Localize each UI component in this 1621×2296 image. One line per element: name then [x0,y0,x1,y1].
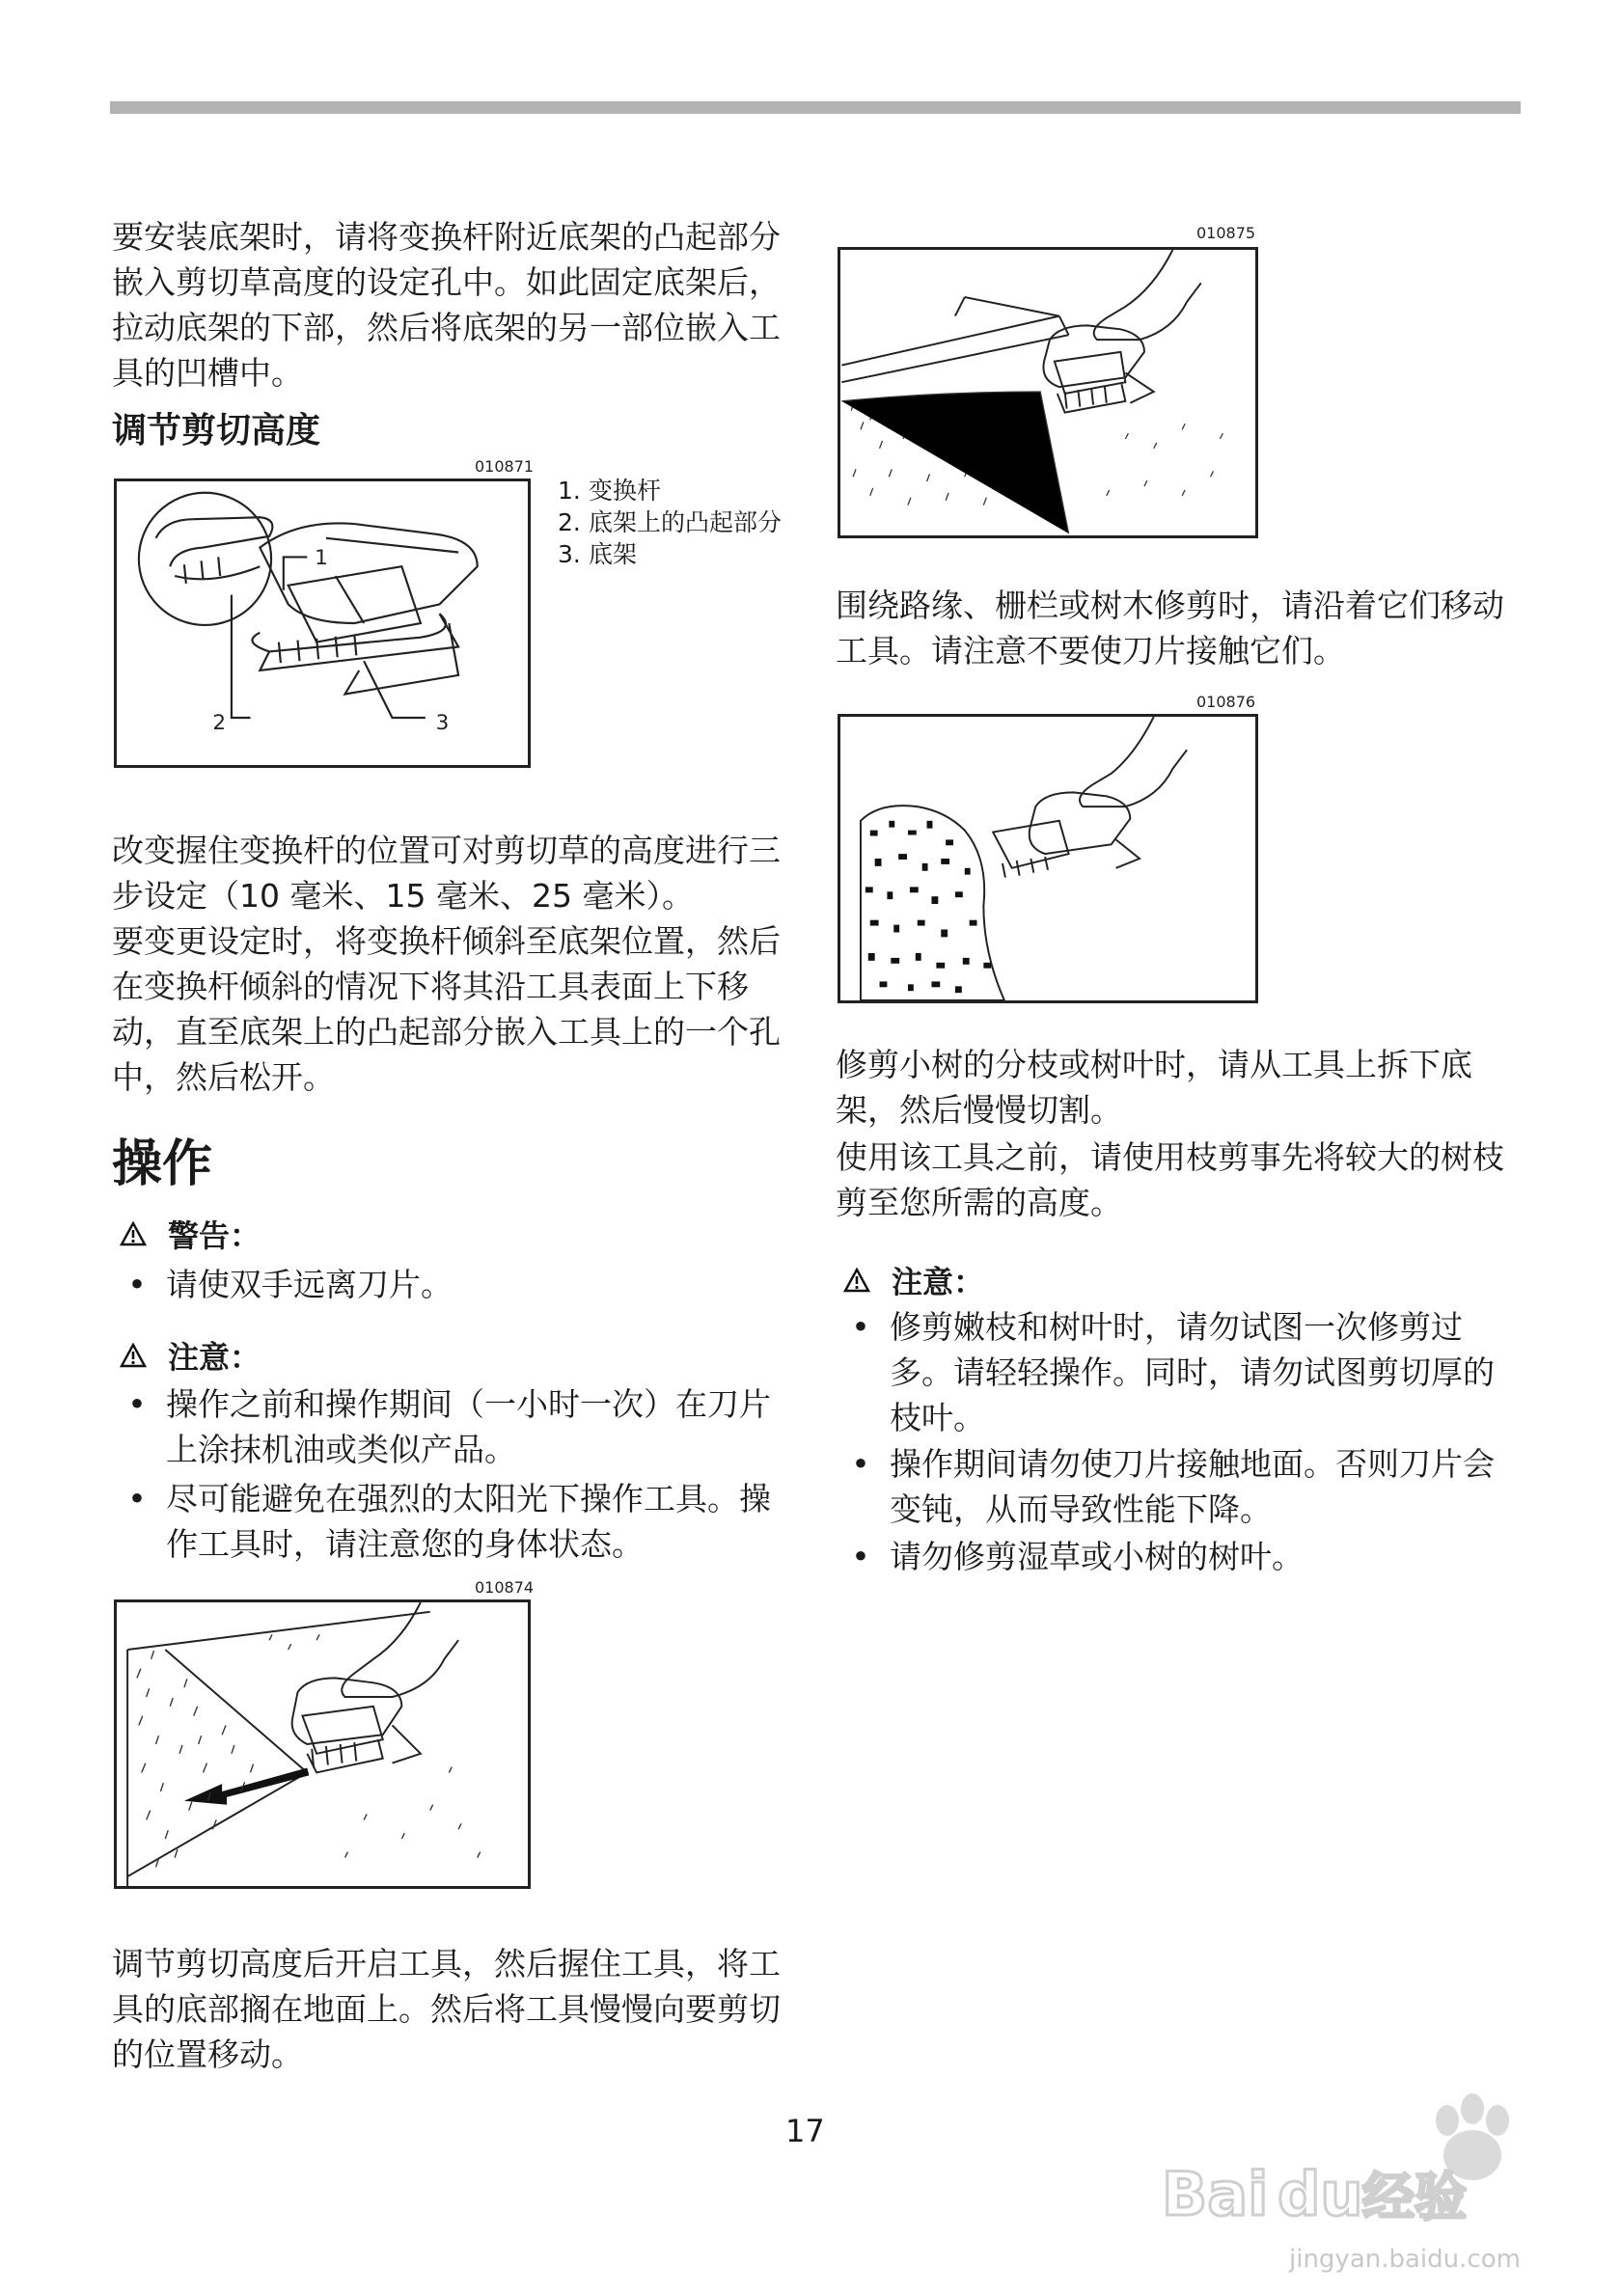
figure-010871-base-adjustment [114,478,531,768]
legend-item: 3. 底架 [558,540,638,568]
caution-label-left: 注意： [120,1333,261,1378]
warning-item: • 请使双手远离刀片。 [127,1266,453,1303]
baidu-jingyan-watermark-logo [1158,2084,1582,2277]
shrub-texture [865,821,991,993]
caution-item: • 操作期间请勿使刀片接触地面。否则刀片会变钝，从而导致性能下降。 [851,1445,1495,1528]
fence-trimming-illustration [840,250,1255,535]
figure-010874-cutting-grass [114,1599,531,1889]
caution-item: • 操作之前和操作期间（一小时一次）在刀片上涂抹机油或类似产品。 [127,1385,771,1468]
start-cutting-paragraph: 调节剪切高度后开启工具，然后握住工具，将工具的底部搁在地面上。然后将工具慢慢向要剪切的位置移动。 [112,1945,781,2073]
warning-triangle-icon [120,1221,147,1246]
caution-item: • 请勿修剪湿草或小树的树叶。 [851,1538,1304,1575]
callout-1: 1 [315,546,328,571]
legend-item: 1. 变换杆 [558,477,662,505]
header-rule [110,101,1521,114]
callout-3: 3 [435,710,450,735]
caution-triangle-icon [120,1343,147,1368]
section-heading-adjust-height: 调节剪切高度 [112,411,321,451]
page-number: 17 [785,2113,825,2149]
pruner-paragraph: 使用该工具之前，请使用枝剪事先将较大的树枝剪至您所需的高度。 [836,1138,1504,1221]
figure-010871-legend [558,475,799,570]
callout-2: 2 [212,710,227,735]
small-tree-paragraph: 修剪小树的分枝或树叶时，请从工具上拆下底架，然后慢慢切割。 [836,1046,1472,1129]
shrub-trimming-illustration [840,717,1255,1000]
legend-item: 2. 底架上的凸起部分 [558,508,783,536]
svg-text:du: du [1278,2159,1363,2229]
svg-text:Bai: Bai [1162,2159,1269,2229]
trim-along-paragraph: 围绕路缘、栅栏或树木修剪时，请沿着它们移动工具。请注意不要使刀片接触它们。 [836,587,1504,670]
figure-id-010875: 010875 [1196,224,1256,242]
section-heading-operation: 操作 [112,1135,213,1193]
install-base-paragraph: 要安装底架时，请将变换杆附近底架的凸起部分嵌入剪切草高度的设定孔中。如此固定底架后，拉动底架的下部，然后将底架的另一部位嵌入工具的凹槽中。 [112,218,781,392]
grass-texture [841,392,1223,533]
figure-id-010871: 010871 [475,457,535,476]
grass-cutting-illustration [117,1602,528,1886]
svg-text:jingyan.baidu.com: jingyan.baidu.com [1289,2245,1521,2274]
figure-id-010874: 010874 [475,1578,535,1597]
figure-id-010876: 010876 [1196,693,1256,711]
warning-label: 警告： [120,1212,261,1256]
figure-010875-trimming-along-fence [838,247,1258,538]
caution-item: • 尽可能避免在强烈的太阳光下操作工具。操作工具时，请注意您的身体状态。 [127,1480,771,1563]
svg-text:经验: 经验 [1362,2167,1467,2228]
change-setting-paragraph: 要变更设定时，将变换杆倾斜至底架位置，然后在变换杆倾斜的情况下将其沿工具表面上下移动，直至底架上的凸起部分嵌入工具上的一个孔中，然后松开。 [112,922,781,1096]
figure-010876-trimming-shrub [838,714,1258,1003]
shear-base-illustration [117,481,528,765]
caution-label-right: 注意： [843,1258,984,1302]
height-setting-paragraph: 改变握住变换杆的位置可对剪切草的高度进行三步设定（10 毫米、15 毫米、25 毫米）。 [112,832,781,915]
caution-triangle-icon [843,1268,870,1293]
caution-item: • 修剪嫩枝和树叶时，请勿试图一次修剪过多。请轻轻操作。同时，请勿试图剪切厚的枝叶。 [851,1308,1495,1436]
